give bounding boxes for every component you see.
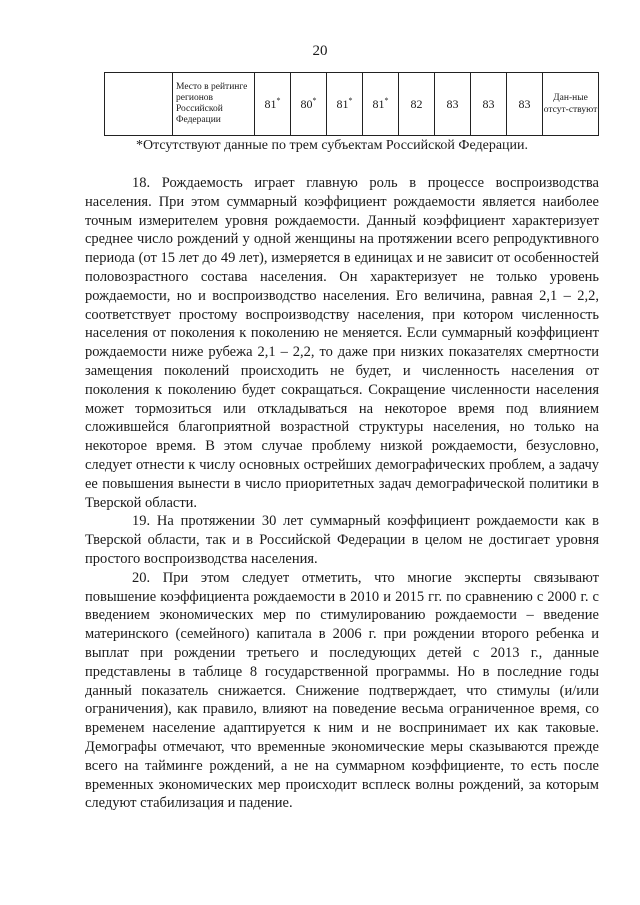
table-cell: 83: [507, 73, 543, 136]
page-number: 20: [312, 43, 328, 59]
paragraph-18: 18. Рождаемость играет главную роль в процессе воспроизводства населения. При этом суммарный коэффициент рождаемости является наиболее точным измерителем уровня рождаемости. Данный коэффициент характеризует среднее число рождений у одной женщины на протяжении всего репродуктивного периода (от 15 лет до 49 лет), измеряется в единицах и не зависит от особенностей половозрастного состава населения. Он характеризует не только уровень рождаемости, но и воспроизводство населения. Его величина, равная 2,1 – 2,2, соответствует простому воспроизводству населения, при котором численность населения от поколения к поколению не меняется. Если суммарный коэффициент рождаемости ниже рубежа 2,1 – 2,2, то даже при низких показателях смертности замещения поколений происходить не будет, и численность населения от поколения к поколению будет сокращаться. Сокращение численности населения может тормозиться или откладываться на некоторое время под влиянием сложившейся благоприятной возрастной структуры населения, но только на некоторое время. В этом случае проблему низкой рождаемости, безусловно, следует отнести к числу основных острейших демографических проблем, а задачу ее повышения вынести в число приоритетных задач демографической политики в Тверской области.: [85, 175, 599, 511]
table-cell: 81*: [255, 73, 291, 136]
footnote: *Отсутствуют данные по трем субъектам Российской Федерации.: [136, 138, 529, 153]
table-cell: 83: [435, 73, 471, 136]
empty-cell: [105, 73, 173, 136]
no-data-cell: Дан-ные отсут-ствуют: [543, 73, 599, 136]
table-cell: 82: [399, 73, 435, 136]
table-cell: 80*: [291, 73, 327, 136]
paragraph-19: 19. На протяжении 30 лет суммарный коэффициент рождаемости как в Тверской области, так и в Российской Федерации в целом не достигает уровня простого воспроизводства населения.: [85, 513, 599, 567]
paragraph-20: 20. При этом следует отметить, что многие эксперты связывают повышение коэффициента рождаемости в 2010 и 2015 гг. по сравнению с 2000 г. с введением экономических мер по стимулированию рождаемости – введение материнского (семейного) капитала в 2006 г. при рождении второго ребенка и выплат при рождении третьего и последующих детей с 2013 г., данные представлены в таблице 8 государственной программы. Но в последние годы данный показатель снижается. Снижение подтверждает, что стимулы (и/или ограничения), как правило, влияют на поведение весьма ограниченное время, со временем население адаптируется к ним и не воспринимает их как таковые. Демографы отмечают, что временные экономические меры сказываются прежде всего на тайминге рождений, а не на суммарном коэффициенте, то есть после временных экономических мер происходит всплеск волны рождений, за которым следуют стабилизация и падение.: [85, 569, 599, 812]
table-row: [105, 73, 599, 136]
ranking-table: [104, 72, 599, 136]
table-cell: 81*: [363, 73, 399, 136]
table-cell: 81*: [327, 73, 363, 136]
body-text: [85, 174, 599, 813]
table-cell: 83: [471, 73, 507, 136]
row-label: Место в рейтинге регионов Российской Федерации: [173, 73, 255, 136]
